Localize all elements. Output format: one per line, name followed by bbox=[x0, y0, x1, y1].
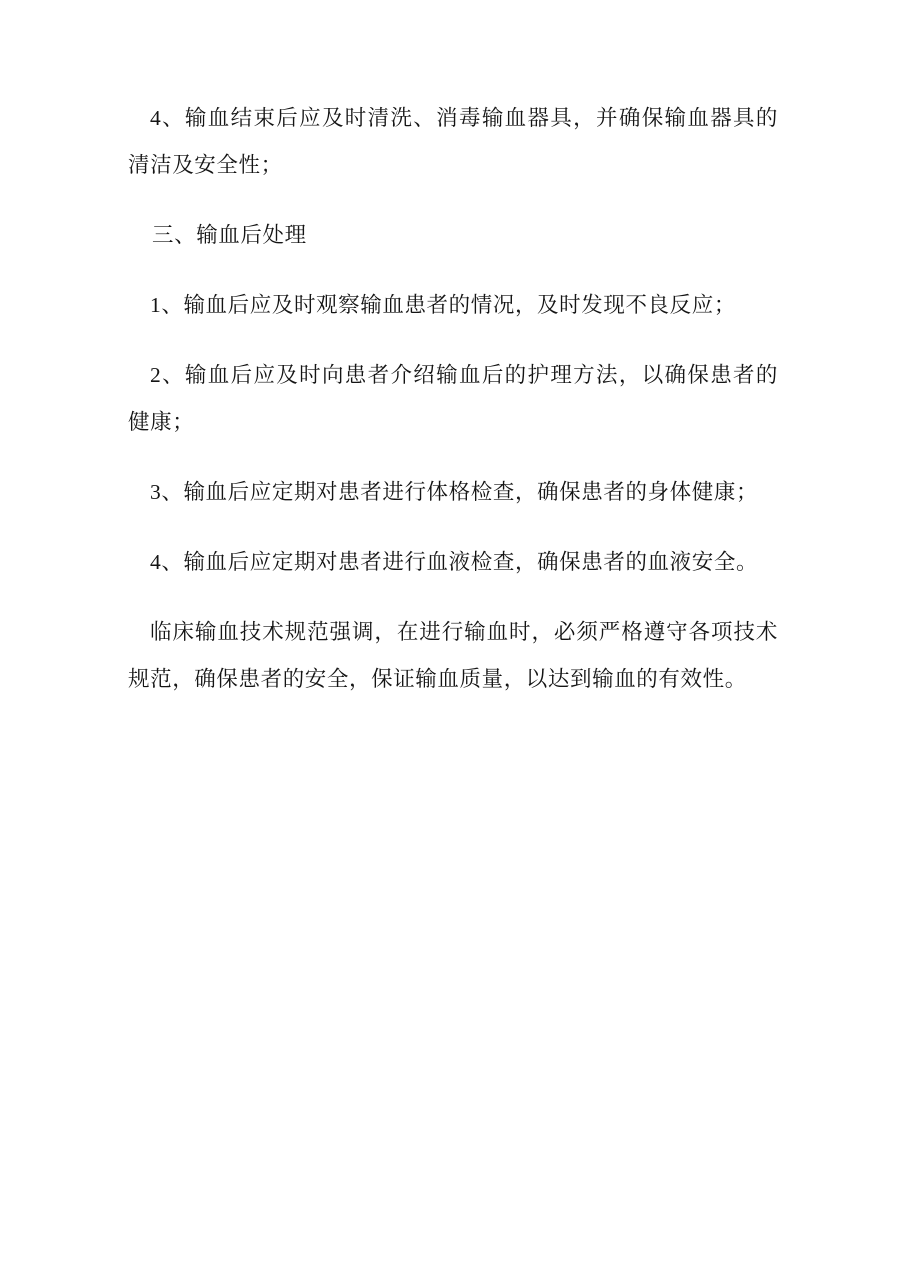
paragraph-post-item-3: 3、输血后应定期对患者进行体格检查，确保患者的身体健康； bbox=[150, 480, 759, 504]
paragraph-post-item-1: 1、输血后应及时观察输血患者的情况，及时发现不良反应； bbox=[150, 293, 736, 317]
paragraph-closing-summary: 临床输血技术规范强调，在进行输血时，必须严格遵守各项技术规范，确保患者的安全，保证输血质量，以达到输血的有效性。 bbox=[128, 620, 778, 691]
paragraph-section-three-heading: 三、输血后处理 bbox=[152, 223, 307, 247]
paragraph-post-item-2: 2、输血后应及时向患者介绍输血后的护理方法，以确保患者的健康； bbox=[128, 363, 778, 434]
document-body bbox=[128, 95, 778, 703]
paragraph-item-4-cleanup: 4、输血结束后应及时清洗、消毒输血器具，并确保输血器具的清洁及安全性； bbox=[128, 106, 778, 177]
paragraph-post-item-4: 4、输血后应定期对患者进行血液检查，确保患者的血液安全。 bbox=[150, 550, 759, 574]
